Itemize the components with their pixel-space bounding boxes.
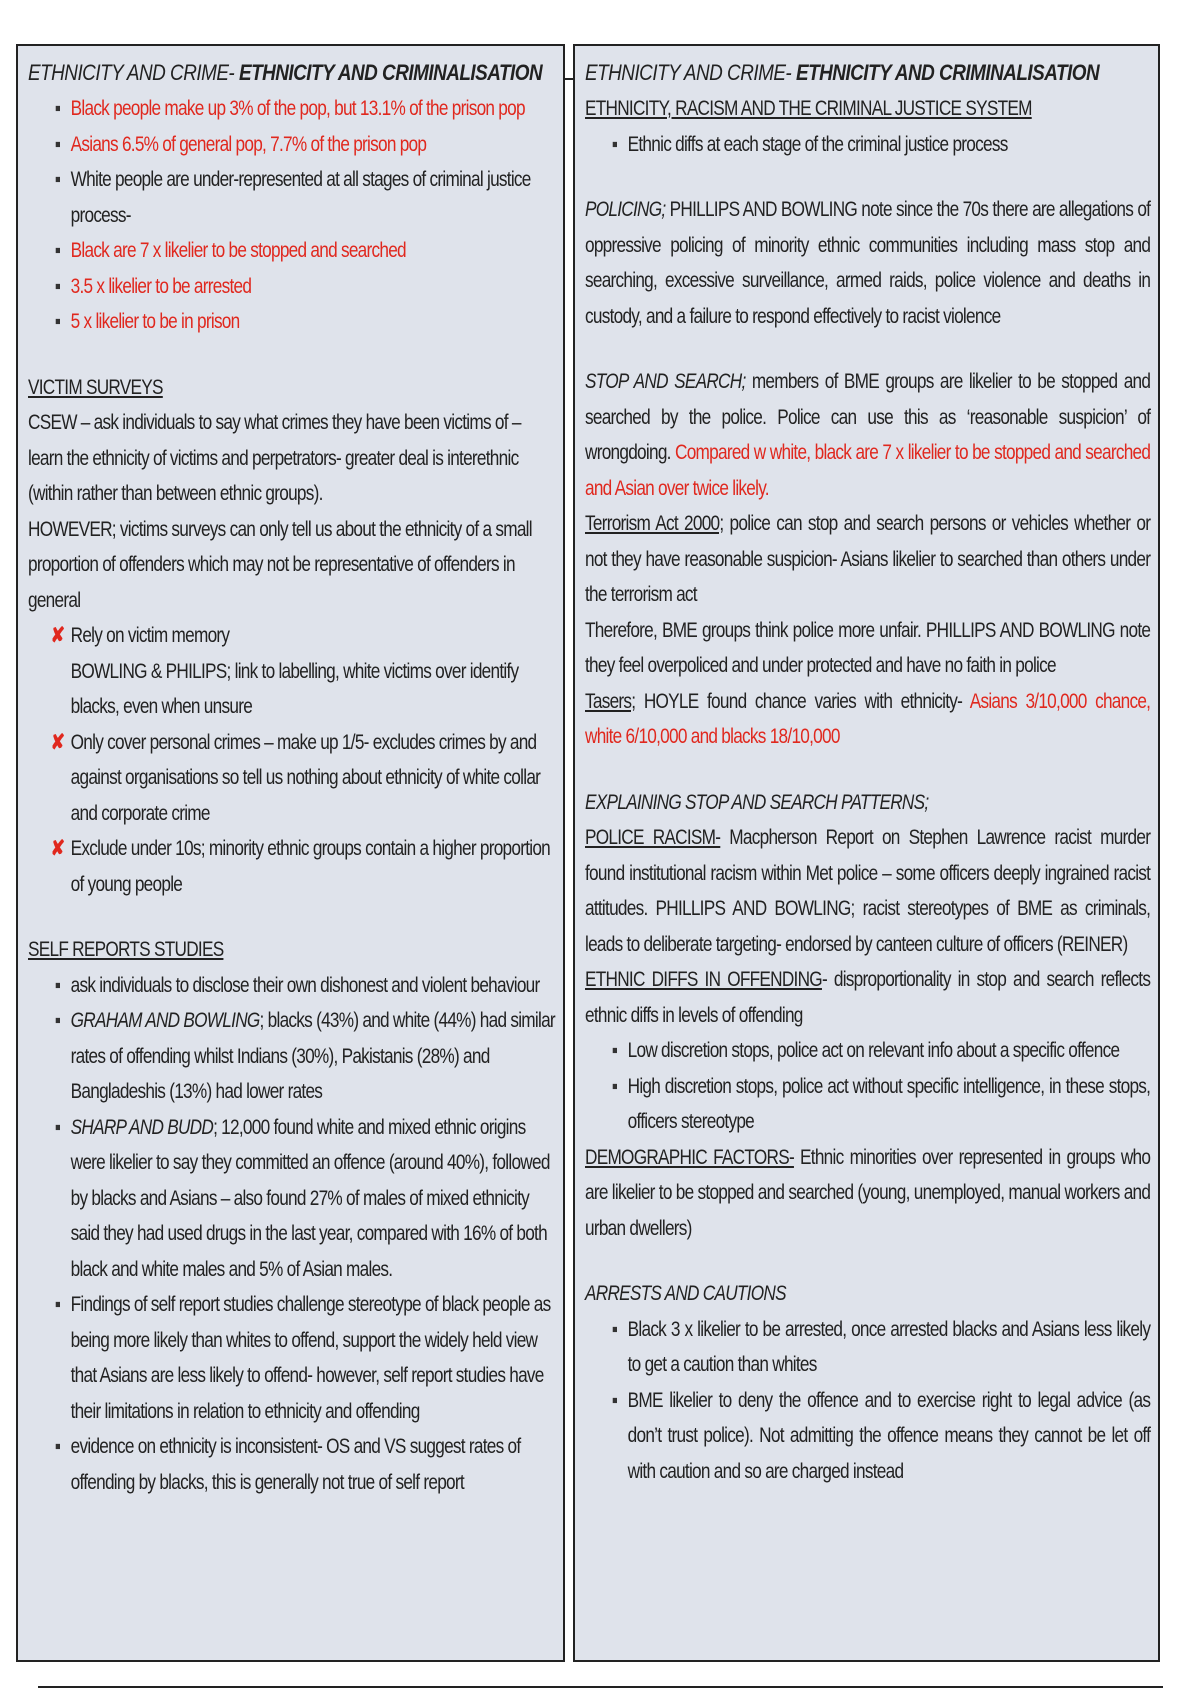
list-item: ▪ BME likelier to deny the offence and to exercise right to legal advice (as don’t trust police). Not admitting the offence means they cannot be let off with caution and so are charged instead [611,1388,1151,1483]
list-item: ▪ Ethnic diffs at each stage of the criminal justice process [611,132,1008,156]
list-item: ▪ White people are under-represented at all stages of criminal justice process- [54,168,531,227]
victim-surveys-heading: VICTIM SURVEYS [28,375,163,399]
list-item: ▪ 5 x likelier to be in prison [54,310,240,333]
left-column [16,44,565,1662]
list-item: ▪ ask individuals to disclose their own dishonest and violent behaviour [54,973,540,997]
list-item: ✘ Exclude under 10s; minority ethnic groups contain a higher proportion of young people [28,831,555,902]
cjs-subheading: ETHNICITY, RACISM AND THE CRIMINAL JUSTICE SYSTEM [585,97,1032,120]
arrests-heading: ARRESTS AND CAUTIONS [585,1282,786,1305]
cross-icon: ✘ [50,624,65,647]
list-item: ▪ Black people make up 3% of the pop, but 13.1% of the prison pop [54,97,525,120]
cross-icon: ✘ [50,837,65,860]
list-item: ✘ Rely on victim memory BOWLING & PHILIPS; link to labelling, white victims over identify blacks, even when unsure [28,618,555,725]
list-item: ▪ Findings of self report studies challenge stereotype of black people as being more likely than whites to offend, support the widely held view that Asians are less likely to offend- however, self report studies have their limitations in relation to ethnicity and offending [54,1293,551,1423]
list-item: ✘ Only cover personal crimes – make up 1/5- excludes crimes by and against organisations so tell us nothing about ethnicity of white collar and corporate crime [28,725,555,832]
arrests-list [585,1312,1150,1490]
right-column [573,44,1160,1662]
ethnic-diffs-paragraph: ETHNIC DIFFS IN OFFENDING- disproportionality in stop and search reflects ethnic diffs in levels of offending [585,968,1151,1027]
explaining-heading: EXPLAINING STOP AND SEARCH PATTERNS; [585,790,929,814]
left-title: ETHNICITY AND CRIME- ETHNICITY AND CRIMINALISATION [28,60,543,85]
list-item: ▪ SHARP AND BUDD; 12,000 found white and mixed ethnic origins were likelier to say they committed an offence (around 40%), followed by blacks and Asians – also found 27% of males of mixed ethnicity said they had used drugs in the last year, compared with 16% of both black and white males and 5% of Asian males. [54,1115,550,1281]
discretion-list [585,1033,1150,1140]
list-item: ▪ High discretion stops, police act without specific intelligence, in these stops, officers stereotype [611,1074,1151,1133]
self-report-list [28,968,555,1501]
cjs-list [585,127,1150,163]
list-item: ▪ Asians 6.5% of general pop, 7.7% of the prison pop [54,132,427,156]
bottom-rule [38,1686,1163,1688]
self-report-heading: SELF REPORTS STUDIES [28,938,224,961]
stats-list [28,91,555,340]
list-item: ▪ GRAHAM AND BOWLING; blacks (43%) and white (44%) had similar rates of offending whilst Indians (30%), Pakistanis (28%) and Bangladeshis (13%) had lower rates [54,1009,555,1103]
criticism-list [28,618,555,902]
list-item: ▪ Low discretion stops, police act on relevant info about a specific offence [611,1039,1120,1062]
victim-surveys-text: CSEW – ask individuals to say what crimes they have been victims of – learn the ethnicity of victims and perpetrators- greater deal is interethnic (within rather than between ethnic groups). [28,411,521,505]
list-item: ▪ 3.5 x likelier to be arrested [54,274,252,298]
stop-search-paragraph: STOP AND SEARCH; members of BME groups are likelier to be stopped and searched by the police. Police can use this as ‘reasonable suspicion’ of wrongdoing. Compared w white, black are 7 x likelier to be stopped and searched and Asian over twice likely. [585,370,1151,500]
terrorism-paragraph: Terrorism Act 2000; police can stop and search persons or vehicles whether or not they have reasonable suspicion- Asians likelier to searched than others under the terrorism act [585,512,1151,606]
right-title: ETHNICITY AND CRIME- ETHNICITY AND CRIMINALISATION [585,60,1100,85]
cross-icon: ✘ [50,730,65,754]
list-item: ▪ Black are 7 x likelier to be stopped and searched [54,239,406,262]
victim-surveys-however: HOWEVER; victims surveys can only tell us about the ethnicity of a small proportion of offenders which may not be representative of offenders in general [28,517,532,612]
list-item: ▪ Black 3 x likelier to be arrested, once arrested blacks and Asians less likely to get a caution than whites [611,1317,1151,1376]
list-item: ▪ evidence on ethnicity is inconsistent- OS and VS suggest rates of offending by blacks, this is generally not true of self report [54,1435,521,1494]
divider-tick [563,78,573,80]
tasers-paragraph: Tasers; HOYLE found chance varies with ethnicity- Asians 3/10,000 chance, white 6/10,000 and blacks 18/10,000 [585,689,1151,748]
demographic-paragraph: DEMOGRAPHIC FACTORS- Ethnic minorities over represented in groups who are likelier to be stopped and searched (young, unemployed, manual workers and urban dwellers) [585,1145,1151,1240]
police-racism-paragraph: POLICE RACISM- Macpherson Report on Stephen Lawrence racist murder found institutional racism within Met police – some officers deeply ingrained racist attitudes. PHILLIPS AND BOWLING; racist stereotypes of BME as criminals, leads to deliberate targeting- endorsed by canteen culture of officers (REINER) [585,826,1151,956]
policing-paragraph: POLICING; PHILLIPS AND BOWLING note since the 70s there are allegations of oppressive policing of minority ethnic communities including mass stop and searching, excessive surveillance, armed raids, police violence and deaths in custody, and a failure to respond effectively to racist violence [585,198,1151,328]
therefore-paragraph: Therefore, BME groups think police more unfair. PHILLIPS AND BOWLING note they feel overpoliced and under protected and have no faith in police [585,618,1151,677]
